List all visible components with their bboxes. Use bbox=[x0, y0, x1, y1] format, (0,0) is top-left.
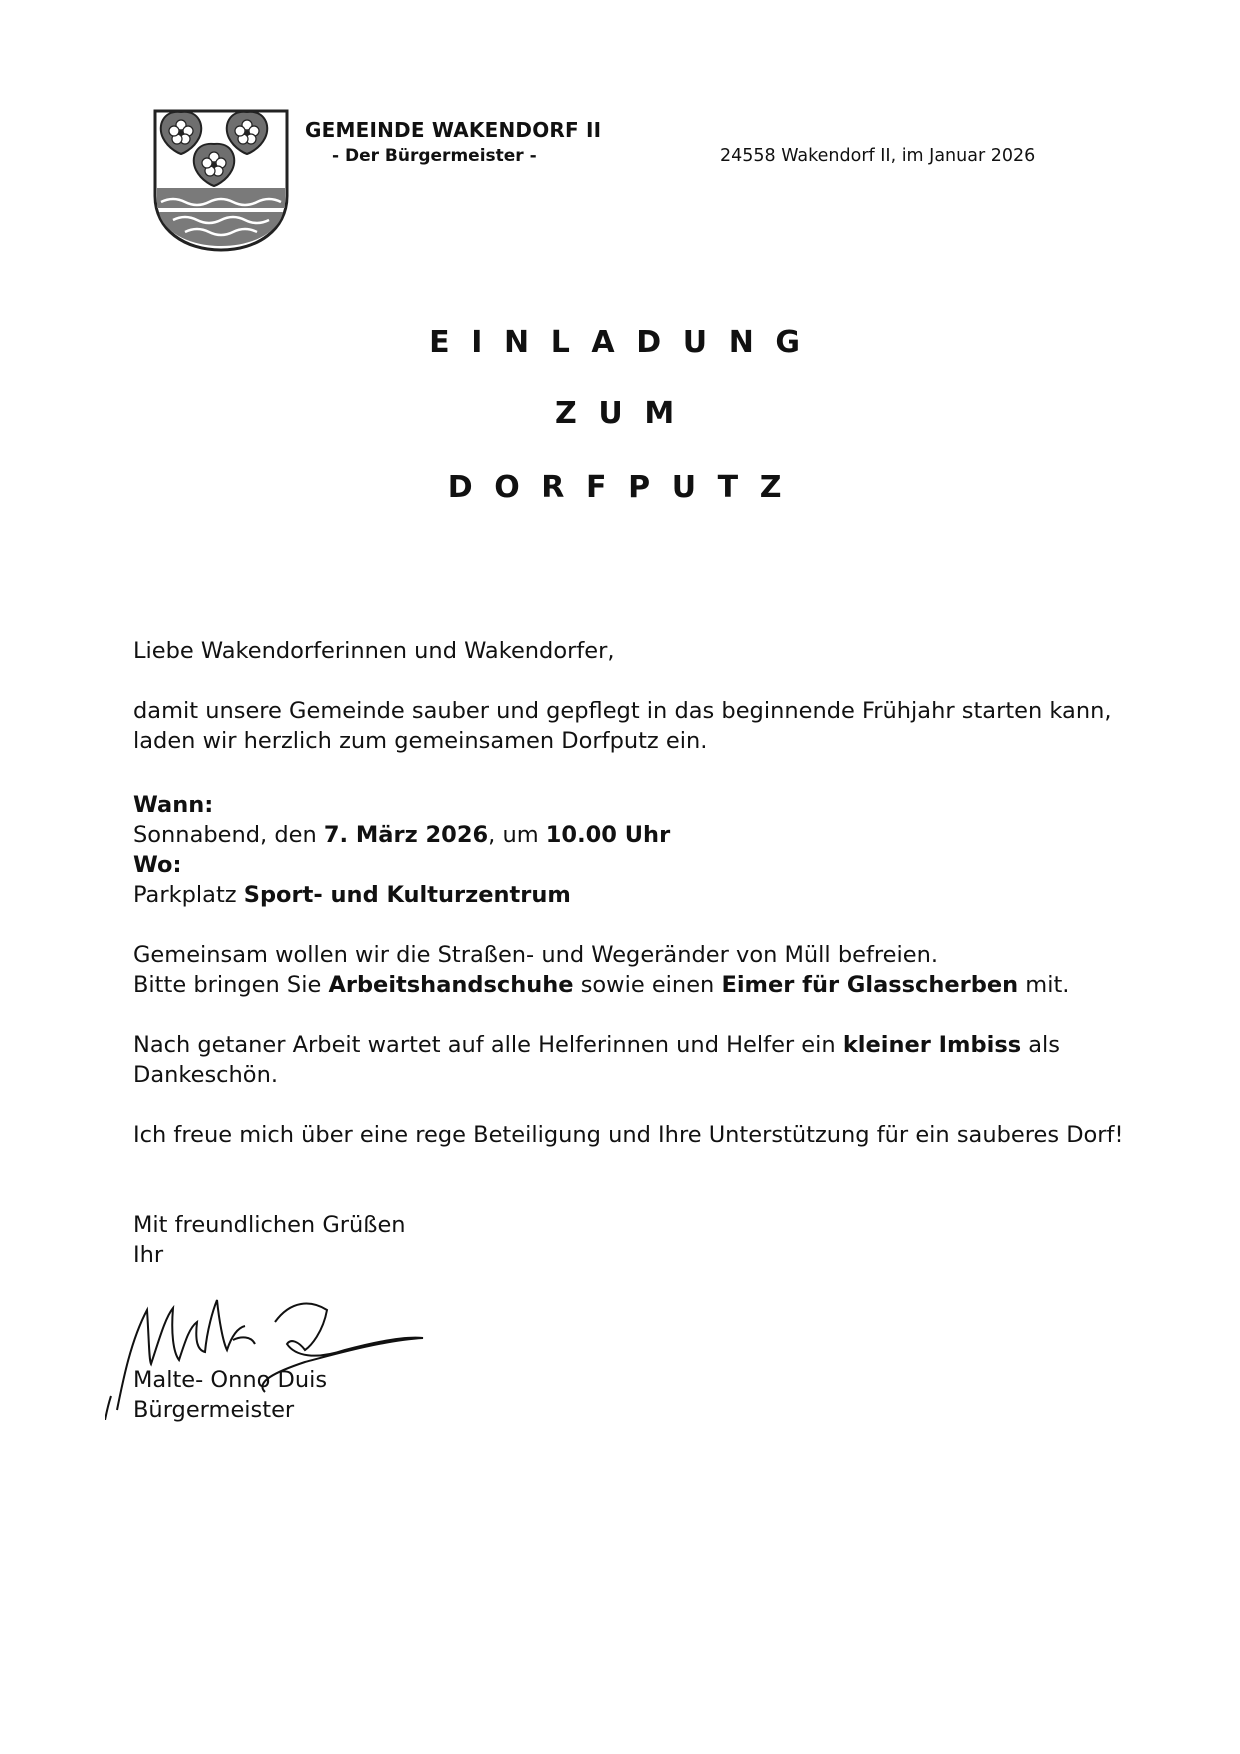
when-mid: , um bbox=[488, 822, 546, 848]
where-label: Wo: bbox=[133, 852, 182, 878]
gloves-item: Arbeitshandschuhe bbox=[328, 972, 574, 998]
organization-name: GEMEINDE WAKENDORF II bbox=[305, 118, 602, 142]
when-prefix: Sonnabend, den bbox=[133, 822, 324, 848]
event-location: Sport- und Kulturzentrum bbox=[243, 882, 571, 908]
title-line-3: DORFPUTZ bbox=[447, 470, 804, 505]
when-value bbox=[133, 820, 1133, 850]
bucket-item: Eimer für Glasscherben bbox=[721, 972, 1019, 998]
where-value bbox=[133, 880, 1133, 910]
closing-line-2: Ihr bbox=[133, 1242, 164, 1268]
tasks-paragraph bbox=[133, 940, 1133, 1000]
coat-of-arms-logo bbox=[151, 108, 291, 253]
greeting: Liebe Wakendorferinnen und Wakendorfer, bbox=[133, 638, 615, 664]
snack-paragraph bbox=[133, 1030, 1133, 1090]
signer-block bbox=[133, 1365, 1133, 1425]
closing-line-1: Mit freundlichen Grüßen bbox=[133, 1212, 406, 1238]
place-and-date: 24558 Wakendorf II, im Januar 2026 bbox=[720, 146, 1036, 166]
signer-name: Malte- Onno Duis bbox=[133, 1367, 328, 1393]
title-line-1: EINLADUNG bbox=[429, 325, 822, 360]
organization-subtitle: - Der Bürgermeister - bbox=[332, 146, 537, 166]
snack-bold: kleiner Imbiss bbox=[842, 1032, 1022, 1058]
tasks-line-1: Gemeinsam wollen wir die Straßen- und Wegeränder von Müll befreien. bbox=[133, 942, 938, 968]
tasks-suffix: mit. bbox=[1018, 972, 1070, 998]
tasks-prefix: Bitte bringen Sie bbox=[133, 972, 329, 998]
when-label: Wann: bbox=[133, 792, 214, 818]
snack-suffix: als Dankeschön. bbox=[133, 1032, 1061, 1088]
intro-paragraph: damit unsere Gemeinde sauber und gepflegt in das beginnende Frühjahr starten kann, laden wir herzlich zum gemeinsamen Dorfputz ein. bbox=[133, 698, 1112, 754]
closing-paragraph: Ich freue mich über eine rege Beteiligung und Ihre Unterstützung für ein sauberes Dorf! bbox=[133, 1122, 1124, 1148]
where-prefix: Parkplatz bbox=[133, 882, 244, 908]
tasks-mid: sowie einen bbox=[573, 972, 722, 998]
event-date: 7. März 2026 bbox=[323, 822, 489, 848]
signer-title: Bürgermeister bbox=[133, 1397, 295, 1423]
event-time: 10.00 Uhr bbox=[545, 822, 671, 848]
snack-prefix: Nach getaner Arbeit wartet auf alle Helferinnen und Helfer ein bbox=[133, 1032, 843, 1058]
title-line-2: ZUM bbox=[555, 396, 696, 431]
closing-salutation bbox=[133, 1210, 1133, 1270]
